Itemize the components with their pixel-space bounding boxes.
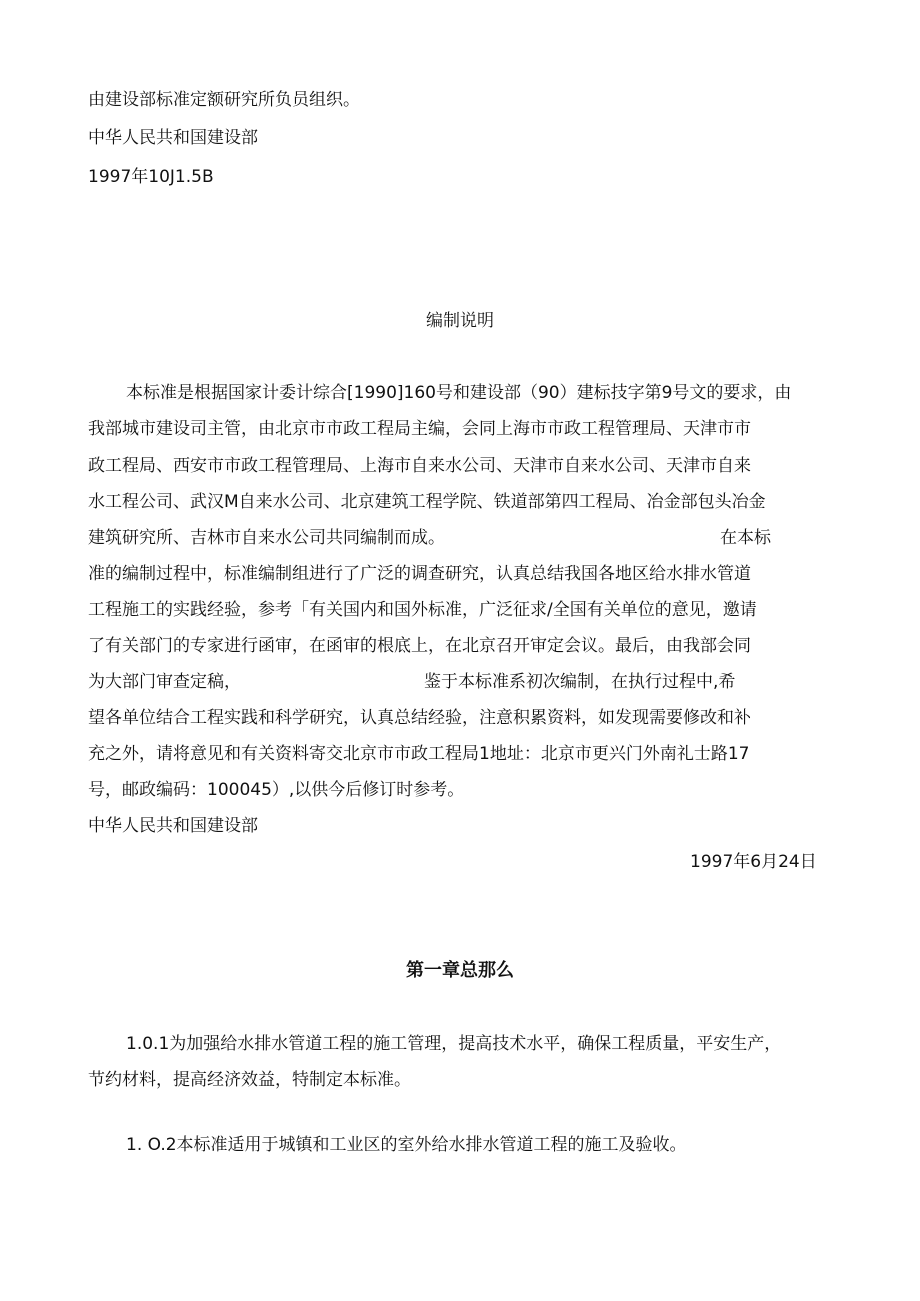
chapter-title: 第一章总那么 xyxy=(406,960,514,981)
preface-line: 号，邮政编码：100045）,以供今后修订时参考。 xyxy=(88,780,465,800)
preface-line: 工程施工的实践经验，参考「有关国内和国外标准，广泛征求/全国有关单位的意见，邀请 xyxy=(88,600,757,620)
org-line: 由建设部标准定额研究所负员组织。 xyxy=(88,90,360,110)
preface-line: 水工程公司、武汉M自来水公司、北京建筑工程学院、铁道部第四工程局、冶金部包头冶金 xyxy=(88,492,766,512)
clause-102: 1. O.2本标准适用于城镇和工业区的室外给水排水管道工程的施工及验收。 xyxy=(126,1135,687,1155)
preface-line: 建筑研究所、吉林市自来水公司共同编制而成。 xyxy=(88,528,445,548)
preface-line: 充之外，请将意见和有关资料寄交北京市市政工程局1地址：北京市更兴门外南礼士路17 xyxy=(88,744,750,764)
preface-line: 政工程局、西安市市政工程管理局、上海市自来水公司、天津市自来水公司、天津市自来 xyxy=(88,456,751,476)
preface-line: 本标准是根据国家计委计综合[1990]160号和建设部（90）建标技字第9号文的要求，由 xyxy=(126,383,792,403)
issue-date: 1997年10J1.5B xyxy=(88,167,214,187)
preface-line: 了有关部门的专家进行函审，在函审的根底上，在北京召开审定会议。最后，由我部会同 xyxy=(88,636,751,656)
preface-title: 编制说明 xyxy=(426,311,494,331)
ministry-name: 中华人民共和国建设部 xyxy=(88,128,258,148)
preface-date: 1997年6月24日 xyxy=(690,852,817,872)
preface-line: 望各单位结合工程实践和科学研究，认真总结经验，注意积累资料，如发现需要修改和补 xyxy=(88,708,751,728)
clause-101-line: 节约材料，提高经济效益，特制定本标准。 xyxy=(88,1070,411,1090)
clause-101-line: 1.0.1为加强给水排水管道工程的施工管理，提高技术水平，确保工程质量，平安生产， xyxy=(126,1034,782,1054)
preface-ministry: 中华人民共和国建设部 xyxy=(88,816,258,836)
preface-line: 鉴于本标准系初次编制，在执行过程中,希 xyxy=(424,672,736,692)
preface-line: 在本标 xyxy=(720,528,771,548)
preface-line: 我部城市建设司主管，由北京市市政工程局主编，会同上海市市政工程管理局、天津市市 xyxy=(88,419,751,439)
preface-line: 为大部门审查定稿， xyxy=(88,672,241,692)
preface-line: 准的编制过程中，标准编制组进行了广泛的调查研究，认真总结我国各地区给水排水管道 xyxy=(88,564,751,584)
